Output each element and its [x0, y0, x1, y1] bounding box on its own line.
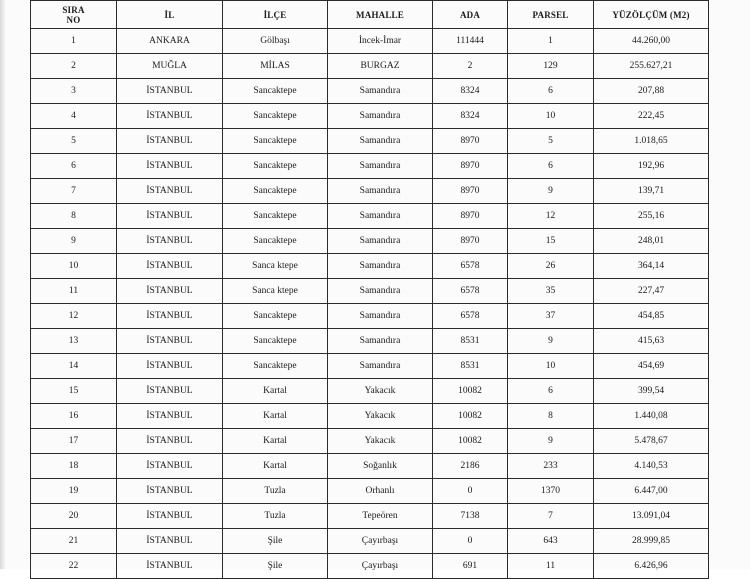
cell-yuzolcum: 1.440,08	[594, 404, 709, 429]
cell-mahalle: Samandıra	[328, 329, 433, 354]
cell-mahalle: Yakacık	[328, 429, 433, 454]
cell-ada: 10082	[433, 404, 508, 429]
cell-ilce: Sancaktepe	[223, 104, 328, 129]
cell-yuzolcum: 6.447,00	[594, 479, 709, 504]
cell-parsel: 6	[508, 79, 594, 104]
cell-ada: 2	[433, 54, 508, 79]
cell-no: 9	[31, 229, 117, 254]
cell-ada: 8970	[433, 229, 508, 254]
cell-ada: 0	[433, 529, 508, 554]
cell-parsel: 9	[508, 179, 594, 204]
cell-il: İSTANBUL	[117, 329, 223, 354]
header-il: İL	[117, 1, 223, 29]
cell-il: İSTANBUL	[117, 529, 223, 554]
cell-ada: 8970	[433, 129, 508, 154]
cell-parsel: 12	[508, 204, 594, 229]
cell-ilce: MİLAS	[223, 54, 328, 79]
cell-yuzolcum: 28.999,85	[594, 529, 709, 554]
cell-parsel: 129	[508, 54, 594, 79]
cell-mahalle: Samandıra	[328, 279, 433, 304]
table-row	[31, 104, 709, 129]
cell-yuzolcum: 255.627,21	[594, 54, 709, 79]
cell-ilce: Gölbaşı	[223, 29, 328, 54]
cell-parsel: 9	[508, 429, 594, 454]
cell-mahalle: Samandıra	[328, 304, 433, 329]
cell-parsel: 11	[508, 554, 594, 579]
cell-ada: 8531	[433, 354, 508, 379]
cell-yuzolcum: 192,96	[594, 154, 709, 179]
cell-yuzolcum: 139,71	[594, 179, 709, 204]
cell-ilce: Sancaktepe	[223, 204, 328, 229]
cell-no: 7	[31, 179, 117, 204]
cell-mahalle: Çayırbaşı	[328, 529, 433, 554]
cell-parsel: 9	[508, 329, 594, 354]
table-row	[31, 229, 709, 254]
cell-ilce: Sancaktepe	[223, 129, 328, 154]
cell-ilce: Kartal	[223, 404, 328, 429]
cell-mahalle: Samandıra	[328, 104, 433, 129]
cell-yuzolcum: 255,16	[594, 204, 709, 229]
cell-ilce: Sanca ktepe	[223, 279, 328, 304]
cell-no: 8	[31, 204, 117, 229]
cell-parsel: 1370	[508, 479, 594, 504]
cell-ilce: Kartal	[223, 454, 328, 479]
cell-parsel: 643	[508, 529, 594, 554]
cell-no: 12	[31, 304, 117, 329]
cell-yuzolcum: 44.260,00	[594, 29, 709, 54]
cell-yuzolcum: 222,45	[594, 104, 709, 129]
cell-ada: 2186	[433, 454, 508, 479]
cell-il: İSTANBUL	[117, 379, 223, 404]
cell-mahalle: Çayırbaşı	[328, 554, 433, 579]
cell-il: İSTANBUL	[117, 354, 223, 379]
table-row	[31, 279, 709, 304]
table-row	[31, 429, 709, 454]
cell-no: 15	[31, 379, 117, 404]
cell-ilce: Sancaktepe	[223, 304, 328, 329]
cell-parsel: 37	[508, 304, 594, 329]
table-row	[31, 204, 709, 229]
cell-il: İSTANBUL	[117, 179, 223, 204]
cell-parsel: 6	[508, 154, 594, 179]
cell-yuzolcum: 13.091,04	[594, 504, 709, 529]
cell-il: İSTANBUL	[117, 229, 223, 254]
cell-yuzolcum: 227,47	[594, 279, 709, 304]
table-row	[31, 479, 709, 504]
cell-no: 2	[31, 54, 117, 79]
scan-edge-shadow	[0, 0, 6, 569]
cell-mahalle: Soğanlık	[328, 454, 433, 479]
cell-ilce: Sancaktepe	[223, 154, 328, 179]
cell-il: İSTANBUL	[117, 304, 223, 329]
cell-no: 1	[31, 29, 117, 54]
table-row	[31, 504, 709, 529]
table-row	[31, 304, 709, 329]
cell-il: İSTANBUL	[117, 254, 223, 279]
cell-mahalle: Samandıra	[328, 129, 433, 154]
cell-ada: 6578	[433, 254, 508, 279]
cell-il: İSTANBUL	[117, 479, 223, 504]
table-row	[31, 154, 709, 179]
cell-ada: 8324	[433, 79, 508, 104]
cell-parsel: 35	[508, 279, 594, 304]
cell-yuzolcum: 364,14	[594, 254, 709, 279]
cell-yuzolcum: 6.426,96	[594, 554, 709, 579]
cell-yuzolcum: 248,01	[594, 229, 709, 254]
cell-mahalle: Yakacık	[328, 379, 433, 404]
cell-yuzolcum: 415,63	[594, 329, 709, 354]
header-sira-no-line2: NO	[66, 14, 81, 25]
cell-il: İSTANBUL	[117, 104, 223, 129]
cell-yuzolcum: 454,85	[594, 304, 709, 329]
cell-il: İSTANBUL	[117, 279, 223, 304]
cell-no: 13	[31, 329, 117, 354]
cell-ilce: Sancaktepe	[223, 179, 328, 204]
table-row	[31, 554, 709, 579]
cell-parsel: 6	[508, 379, 594, 404]
cell-ilce: Sancaktepe	[223, 79, 328, 104]
cell-mahalle: Samandıra	[328, 229, 433, 254]
cell-ilce: Kartal	[223, 429, 328, 454]
cell-il: İSTANBUL	[117, 204, 223, 229]
cell-il: İSTANBUL	[117, 129, 223, 154]
cell-parsel: 233	[508, 454, 594, 479]
cell-ada: 8970	[433, 154, 508, 179]
cell-no: 4	[31, 104, 117, 129]
cell-ada: 6578	[433, 279, 508, 304]
cell-ada: 691	[433, 554, 508, 579]
table-row	[31, 129, 709, 154]
cell-mahalle: BURGAZ	[328, 54, 433, 79]
cell-ilce: Tuzla	[223, 504, 328, 529]
table-row	[31, 79, 709, 104]
table-row	[31, 179, 709, 204]
cell-yuzolcum: 207,88	[594, 79, 709, 104]
cell-parsel: 15	[508, 229, 594, 254]
table-row	[31, 354, 709, 379]
cell-il: ANKARA	[117, 29, 223, 54]
table-row	[31, 454, 709, 479]
table-row	[31, 254, 709, 279]
cell-no: 18	[31, 454, 117, 479]
cell-yuzolcum: 454,69	[594, 354, 709, 379]
header-ada: ADA	[433, 1, 508, 29]
cell-parsel: 5	[508, 129, 594, 154]
header-sira-no-line1: SIRA	[62, 4, 85, 15]
cell-il: MUĞLA	[117, 54, 223, 79]
cell-no: 11	[31, 279, 117, 304]
cell-mahalle: Tepeören	[328, 504, 433, 529]
cell-il: İSTANBUL	[117, 554, 223, 579]
property-table	[30, 0, 709, 579]
cell-parsel: 7	[508, 504, 594, 529]
cell-parsel: 26	[508, 254, 594, 279]
cell-il: İSTANBUL	[117, 79, 223, 104]
table-row	[31, 329, 709, 354]
cell-no: 19	[31, 479, 117, 504]
cell-yuzolcum: 5.478,67	[594, 429, 709, 454]
cell-ilce: Sanca ktepe	[223, 254, 328, 279]
cell-ilce: Sancaktepe	[223, 354, 328, 379]
cell-parsel: 8	[508, 404, 594, 429]
cell-no: 20	[31, 504, 117, 529]
cell-mahalle: Samandıra	[328, 354, 433, 379]
header-mahalle: MAHALLE	[328, 1, 433, 29]
table-row	[31, 29, 709, 54]
cell-no: 6	[31, 154, 117, 179]
cell-mahalle: Samandıra	[328, 79, 433, 104]
cell-parsel: 10	[508, 354, 594, 379]
cell-no: 16	[31, 404, 117, 429]
cell-il: İSTANBUL	[117, 154, 223, 179]
cell-ilce: Tuzla	[223, 479, 328, 504]
cell-il: İSTANBUL	[117, 454, 223, 479]
cell-parsel: 1	[508, 29, 594, 54]
cell-no: 14	[31, 354, 117, 379]
cell-il: İSTANBUL	[117, 504, 223, 529]
cell-ilce: Kartal	[223, 379, 328, 404]
cell-ada: 8970	[433, 179, 508, 204]
cell-il: İSTANBUL	[117, 429, 223, 454]
cell-ada: 111444	[433, 29, 508, 54]
cell-ada: 10082	[433, 429, 508, 454]
cell-ada: 0	[433, 479, 508, 504]
cell-ada: 8324	[433, 104, 508, 129]
table-row	[31, 529, 709, 554]
cell-no: 22	[31, 554, 117, 579]
cell-no: 10	[31, 254, 117, 279]
cell-mahalle: İncek-İmar	[328, 29, 433, 54]
cell-mahalle: Samandıra	[328, 154, 433, 179]
cell-ilce: Sancaktepe	[223, 229, 328, 254]
cell-no: 5	[31, 129, 117, 154]
cell-mahalle: Orhanlı	[328, 479, 433, 504]
cell-mahalle: Samandıra	[328, 204, 433, 229]
cell-no: 3	[31, 79, 117, 104]
header-sira-no	[31, 1, 117, 29]
header-yuzolcum: YÜZÖLÇÜM (M2)	[594, 1, 709, 29]
table-row	[31, 404, 709, 429]
cell-ada: 7138	[433, 504, 508, 529]
cell-no: 17	[31, 429, 117, 454]
table-header-row	[31, 1, 709, 29]
cell-mahalle: Samandıra	[328, 179, 433, 204]
cell-ilce: Şile	[223, 529, 328, 554]
cell-ilce: Sancaktepe	[223, 329, 328, 354]
cell-ada: 6578	[433, 304, 508, 329]
cell-ada: 8970	[433, 204, 508, 229]
cell-yuzolcum: 4.140,53	[594, 454, 709, 479]
header-parsel: PARSEL	[508, 1, 594, 29]
cell-ada: 10082	[433, 379, 508, 404]
cell-mahalle: Yakacık	[328, 404, 433, 429]
header-ilce: İLÇE	[223, 1, 328, 29]
cell-il: İSTANBUL	[117, 404, 223, 429]
cell-parsel: 10	[508, 104, 594, 129]
cell-no: 21	[31, 529, 117, 554]
cell-ada: 8531	[433, 329, 508, 354]
cell-mahalle: Samandıra	[328, 254, 433, 279]
cell-ilce: Şile	[223, 554, 328, 579]
table-row	[31, 54, 709, 79]
table-row	[31, 379, 709, 404]
cell-yuzolcum: 399,54	[594, 379, 709, 404]
cell-yuzolcum: 1.018,65	[594, 129, 709, 154]
